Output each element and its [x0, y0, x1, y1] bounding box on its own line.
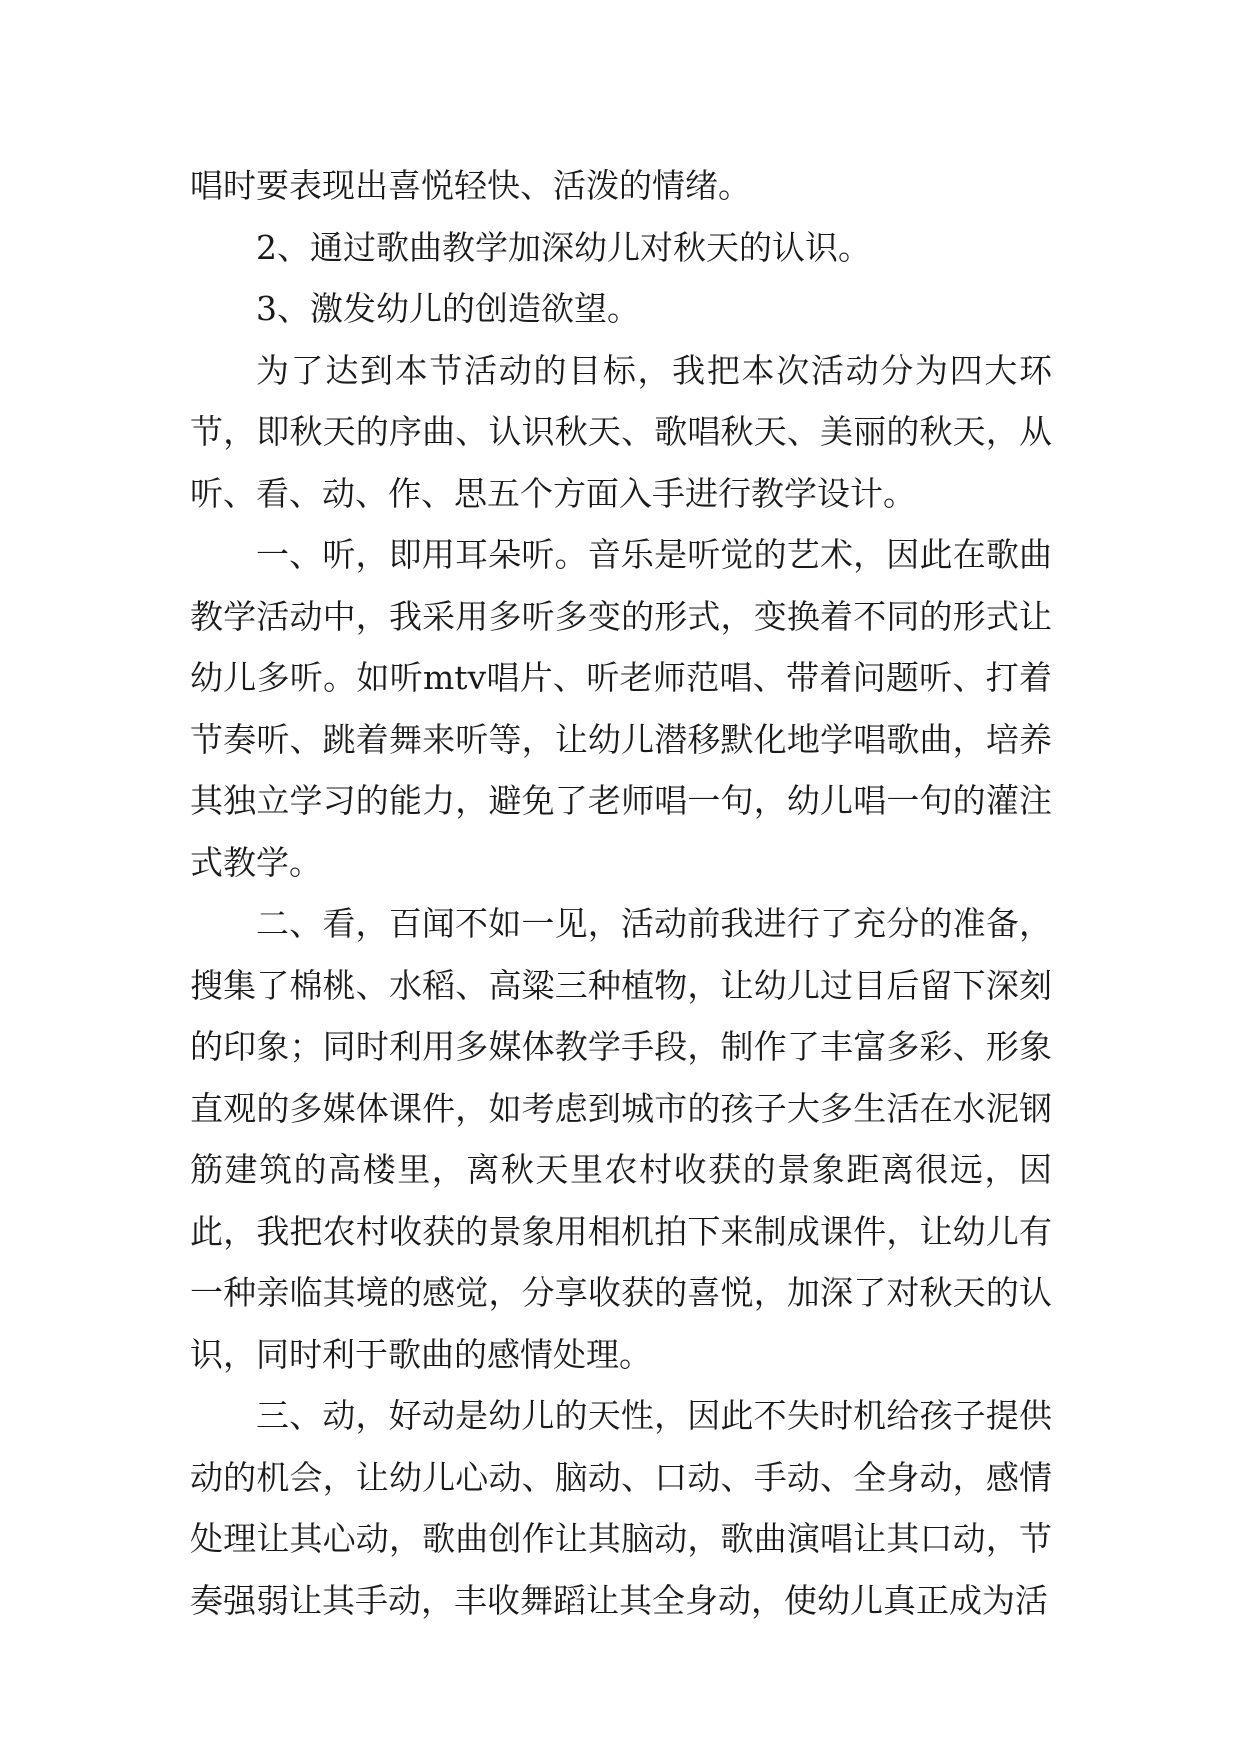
paragraph-goal-2: 2、通过歌曲教学加深幼儿对秋天的认识。 — [256, 227, 871, 267]
paragraph-activity-overview: 为了达到本节活动的目标，我把本次活动分为四大环节，即秋天的序曲、认识秋天、歌唱秋天、美丽的秋天，从听、看、动、作、思五个方面入手进行教学设计。 — [190, 350, 1052, 513]
paragraph-goal-3: 3、激发幼儿的创造欲望。 — [256, 289, 640, 328]
paragraph-continuation: 唱时要表现出喜悦轻快、活泼的情绪。 — [190, 166, 751, 205]
paragraph-move: 三、动，好动是幼儿的天性，因此不失时机给孩子提供动的机会，让幼儿心动、脑动、口动、手动、全身动，感情处理让其心动，歌曲创作让其脑动，歌曲演唱让其口动，节奏强弱让其手动，丰收舞蹈让其全身动，使幼儿真正成为活 — [190, 1396, 1052, 1620]
document-body — [190, 155, 1052, 1631]
paragraph-look: 二、看，百闻不如一见，活动前我进行了充分的准备，搜集了棉桃、水稻、高粱三种植物，让幼儿过目后留下深刻的印象；同时利用多媒体教学手段，制作了丰富多彩、形象直观的多媒体课件，如考虑到城市的孩子大多生活在水泥钢筋建筑的高楼里，离秋天里农村收获的景象距离很远，因此，我把农村收获的景象用相机拍下来制成课件，让幼儿有一种亲临其境的感觉，分享收获的喜悦，加深了对秋天的认识，同时利于歌曲的感情处理。 — [190, 904, 1052, 1374]
paragraph-listen: 一、听，即用耳朵听。音乐是听觉的艺术，因此在歌曲教学活动中，我采用多听多变的形式，变换着不同的形式让幼儿多听。如听mtv唱片、听老师范唱、带着问题听、打着节奏听、跳着舞来听等，让幼儿潜移默化地学唱歌曲，培养其独立学习的能力，避免了老师唱一句，幼儿唱一句的灌注式教学。 — [190, 535, 1052, 882]
